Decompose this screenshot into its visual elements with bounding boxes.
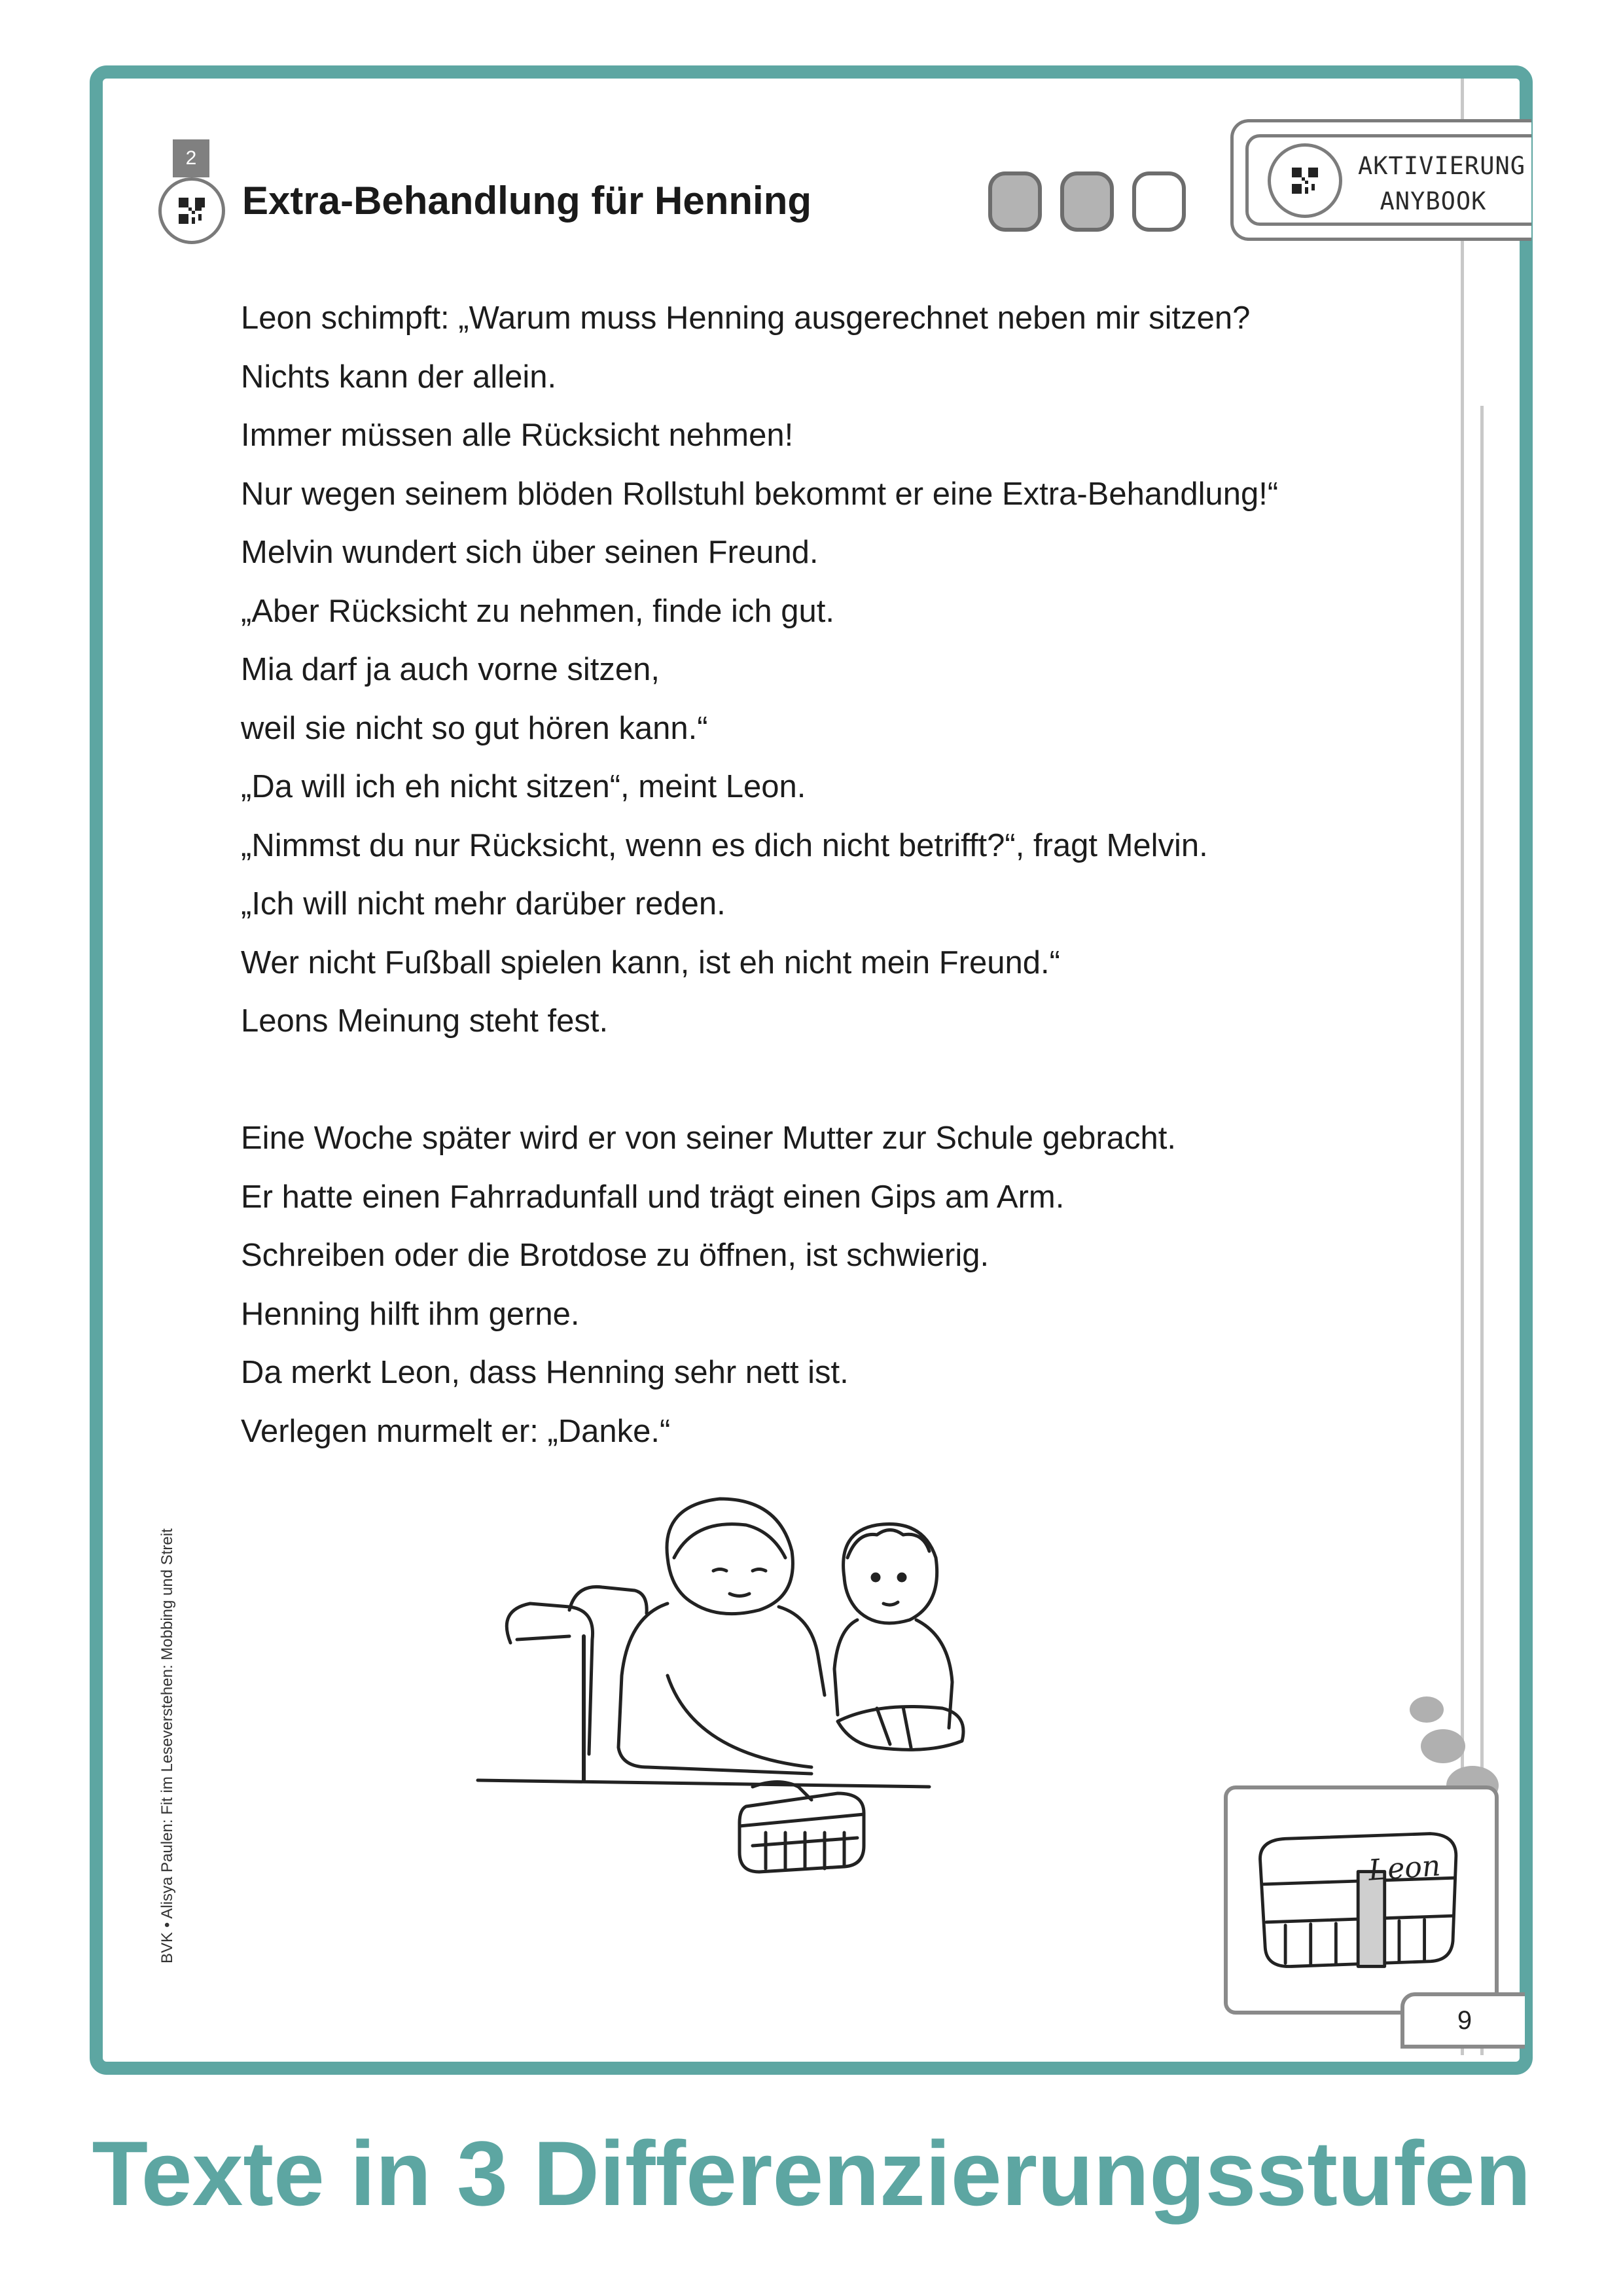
text-line: Da merkt Leon, dass Henning sehr nett ist. [241,1355,849,1390]
page-number: 9 [1400,1992,1525,2049]
qr-code-icon [1292,168,1318,194]
anybook-line-1: AKTIVIERUNG [1358,152,1526,180]
text-line: Wer nicht Fußball spielen kann, ist eh nicht mein Freund.“ [241,944,1060,980]
text-line: Eine Woche später wird er von seiner Mutter zur Schule gebracht. [241,1121,1176,1156]
text-line: Leons Meinung steht fest. [241,1003,609,1039]
level-2-filled [1060,171,1114,232]
story-title: Extra-Behandlung für Henning [242,179,812,223]
text-line: „Nimmst du nur Rücksicht, wenn es dich nicht betrifft?“, fragt Melvin. [241,827,1208,863]
text-line: Nichts kann der allein. [241,359,557,395]
text-line: „Da will ich eh nicht sitzen“, meint Leon. [241,769,806,804]
lunchbox-icon [1228,1789,1495,2011]
text-line: Melvin wundert sich über seinen Freund. [241,535,819,570]
anybook-label [1358,149,1526,219]
text-line: Immer müssen alle Rücksicht nehmen! [241,418,794,453]
level-1-filled [988,171,1042,232]
footer-banner: Texte in 3 Differenzierungsstufen [92,2122,1531,2225]
text-line: „Ich will nicht mehr darüber reden. [241,886,726,922]
qr-code-icon [179,198,205,224]
anybook-line-2: ANYBOOK [1380,187,1487,215]
level-3-empty [1132,171,1186,232]
story-number: 2 [173,139,209,177]
story-text [241,289,1419,1461]
text-line: Henning hilft ihm gerne. [241,1296,580,1332]
text-line: „Aber Rücksicht zu nehmen, finde ich gut. [241,593,834,629]
text-line: Leon schimpft: „Warum muss Henning ausgerechnet neben mir sitzen? [241,300,1251,336]
side-credit: BVK • Alisya Paulen: Fit im Leseverstehen: Mobbing und Streit [158,1528,176,1964]
anybook-qr-circle[interactable] [1268,143,1342,218]
lunchbox-label: Leon [1367,1849,1442,1888]
text-line: weil sie nicht so gut hören kann.“ [241,710,708,746]
illustration-two-boys [471,1479,1047,1977]
text-line: Schreiben oder die Brotdose zu öffnen, ist schwierig. [241,1238,990,1273]
paragraph-gap [241,1051,1419,1110]
anybook-activation[interactable] [1230,119,1531,241]
lunchbox-card [1224,1785,1499,2015]
text-line: Mia darf ja auch vorne sitzen, [241,652,660,687]
text-line: Verlegen murmelt er: „Danke.“ [241,1413,671,1449]
story-qr-circle[interactable] [158,177,225,244]
text-line: Nur wegen seinem blöden Rollstuhl bekommt er eine Extra-Behandlung!“ [241,476,1279,512]
text-line: Er hatte einen Fahrradunfall und trägt einen Gips am Arm. [241,1179,1065,1215]
difficulty-indicator [988,171,1186,232]
